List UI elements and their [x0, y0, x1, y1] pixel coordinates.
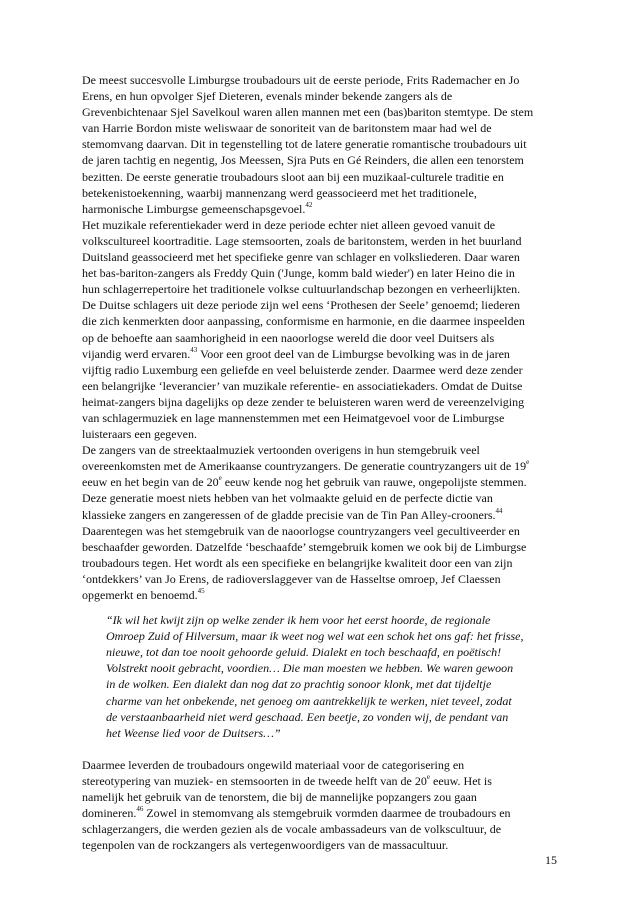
text-run: tegenpolen van de rockzangers als vertegenwoordigers van de massacultuur.: [82, 838, 449, 853]
text-run: troubadours tegen. Het wordt als een specifieke en belangrijke kwaliteit door een van zijn: [82, 555, 513, 570]
text-run: stereotypering van muziek- en stemsoorten in de tweede helft van de 20: [82, 773, 427, 788]
paragraph-line: [82, 523, 560, 539]
paragraph-line: [82, 571, 560, 587]
text-run: Voor een groot deel van de Limburgse bevolking was in de jaren: [197, 346, 510, 361]
paragraph-line: [82, 410, 560, 426]
paragraph-line: [82, 120, 560, 136]
footnote-marker: e: [426, 772, 430, 781]
paragraph-line: [82, 72, 560, 88]
text-run: van schlagermuziek en lage mannenstemmen met een Heimatgevoel voor de Limburgse: [82, 410, 505, 425]
quote-line: Omroep Zuid of Hilversum, maar ik weet nog wel wat een schok het ons gaf: het frisse,: [106, 629, 524, 644]
text-run: domineren.: [82, 806, 137, 821]
footnote-marker: 43: [190, 345, 198, 354]
paragraph: [82, 442, 560, 603]
text-run: Deze generatie moest niets hebben van het volmaakte geluid en de perfecte dictie van: [82, 491, 493, 506]
text-run: Het muzikale referentiekader werd in deze periode echter niet alleen gevoed vanuit de: [82, 217, 496, 232]
text-run: De Duitse schlagers uit deze periode zijn wel eens ‘Prothesen der Seele’ genoemd; liederen: [82, 298, 520, 313]
paragraph-line: [82, 217, 560, 233]
text-run: Daarentegen was het stemgebruik van de naoorlogse countryzangers veel gecultiveerder en: [82, 523, 520, 538]
text-run: bezitten. De eerste generatie troubadours sloot aan bij een muzikaal-culturele traditie en: [82, 169, 504, 184]
paragraph-line: [82, 394, 560, 410]
text-run: opgemerkt en benoemd.: [82, 588, 198, 602]
paragraph-line: [82, 346, 560, 362]
paragraph-line: [82, 265, 560, 281]
text-run: stemomvang daarvan. Dit in tegenstelling tot de latere generatie romantische troubadours uit: [82, 137, 527, 152]
text-run: het bas-bariton-zangers als Freddy Quin ('Junge, komm bald wieder') en later Heino die in: [82, 266, 515, 281]
closing-line: [82, 837, 560, 853]
text-run: De meest succesvolle Limburgse troubadours uit de eerste periode, Frits Rademacher en Jo: [82, 73, 520, 87]
quote-line: nieuwe, tot dan toe nooit gehoorde geluid. Dialekt en toch beschaafd, en poëtisch!: [106, 645, 502, 660]
block-quote: [106, 612, 558, 741]
paragraph: [82, 217, 560, 442]
paragraph-line: [82, 442, 560, 458]
footnote-marker: e: [218, 474, 222, 483]
text-run: eeuw. Het is: [430, 773, 492, 788]
text-run: van Harrie Bordon miste weliswaar de sonoriteit van de baritonstem maar had wel de: [82, 121, 492, 136]
text-run: betekenistoekenning, waarbij mannenzang werd geassocieerd met het traditionele,: [82, 185, 477, 200]
body-paragraphs: [82, 72, 560, 603]
closing-line: [82, 757, 560, 773]
paragraph-line: [82, 587, 560, 603]
quote-line: de verstaanbaarheid niet werd geschaad. Een beetje, zo vonden wij, de pendant van: [106, 709, 509, 724]
paragraph-line: [82, 104, 560, 120]
paragraph-line: [82, 458, 560, 474]
paragraph-line: [82, 490, 560, 506]
text-run: heimat-zangers bijna dagelijks op deze zender te beluisteren waren werd de vereenzelviging: [82, 394, 525, 409]
paragraph-line: [82, 474, 560, 490]
closing-line: [82, 805, 560, 821]
text-run: Daarmee leverden de troubadours ongewild materiaal voor de categorisering en: [82, 757, 465, 772]
paragraph-line: [82, 313, 560, 329]
text-run: vijandig werd ervaren.: [82, 346, 191, 361]
paragraph-line: [82, 152, 560, 168]
paragraph-line: [82, 507, 560, 523]
text-run: overeenkomsten met de Amerikaanse countryzangers. De generatie countryzangers uit de 19: [82, 459, 527, 474]
text-run: eeuw kende nog het gebruik van rauwe, ongepolijste stemmen.: [221, 475, 527, 490]
paragraph-line: [82, 297, 560, 313]
text-run: namelijk het gebruik van de tenorstem, die bij de mannelijke popzangers zou gaan: [82, 790, 477, 805]
paragraph-line: [82, 555, 560, 571]
text-run: die zich kenmerkten door aanpassing, conformisme en harmonie, en die daarmee inspeelden: [82, 314, 525, 329]
text-run: klassieke zangers en zangeressen of de gladde precisie van de Tin Pan Alley-crooners.: [82, 507, 496, 522]
footnote-marker: 44: [495, 506, 503, 515]
text-run: vijftig radio Luxemburg een geliefde en veel beluisterde zender. Daarmee werd deze zender: [82, 362, 523, 377]
paragraph-line: [82, 185, 560, 201]
paragraph-line: [82, 88, 560, 104]
paragraph-line: [82, 426, 560, 442]
paragraph-line: [82, 378, 560, 394]
text-run: Zowel in stemomvang als stemgebruik vormden daarmee de troubadours en: [143, 806, 511, 821]
closing-paragraph: [82, 757, 560, 854]
quote-line: in de wolken. Een dialekt dan nog dat zo prachtig sonoor klonk, met dat tijdeltje: [106, 677, 492, 692]
text-run: Erens, en hun opvolger Sjef Dieteren, evenals minder bekende zangers als de: [82, 89, 453, 104]
text-run: een belangrijke ‘leverancier’ van muzikale referentie- en associatiekaders. Omdat de Duitse: [82, 378, 523, 393]
text-run: hun schlagerrepertoire het traditionele volkse cultuurlandschap bezongen en verheerlijkten.: [82, 282, 521, 297]
page-number: 15: [545, 853, 557, 867]
text-run: harmonische Limburgse gemeenschapsgevoel.: [82, 201, 306, 216]
quote-line: “Ik wil het kwijt zijn op welke zender ik hem voor het eerst hoorde, de regionale: [106, 613, 491, 628]
paragraph: [82, 72, 560, 217]
closing-line: [82, 821, 560, 837]
footnote-marker: 46: [136, 805, 144, 814]
text-run: De zangers van de streektaalmuziek vertoonden overigens in hun stemgebruik veel: [82, 443, 480, 458]
paragraph-line: [82, 281, 560, 297]
paragraph: [82, 757, 560, 854]
text-run: Duitsland geassocieerd met het specifieke genre van schlager en volksliederen. Daar waren: [82, 250, 520, 265]
quote-line: charme van het onbekende, net genoeg om aantrekkelijk te werken, niet teveel, zodat: [106, 693, 512, 708]
footnote-marker: e: [526, 458, 530, 467]
text-run: beschaafder geworden. Datzelfde ‘beschaafde’ stemgebruik komen we ook bij de Limburgse: [82, 539, 527, 554]
paragraph-line: [82, 169, 560, 185]
quote-line: Volstrekt nooit gebracht, voordien… Die man moesten we hebben. We waren gewoon: [106, 661, 514, 676]
footnote-marker: 45: [197, 587, 205, 595]
paragraph-line: [82, 539, 560, 555]
paragraph-line: [82, 249, 560, 265]
text-run: eeuw en het begin van de 20: [82, 475, 219, 490]
closing-line: [82, 773, 560, 789]
paragraph-line: [82, 201, 560, 217]
text-run: Grevenbichtenaar Sjel Savelkoul waren allen mannen met een (bas)bariton stemtype. De stem: [82, 105, 534, 120]
text-run: schlagerzangers, die werden gezien als de vocale ambassadeurs van de volkscultuur, de: [82, 822, 502, 837]
text-run: op de behoefte aan saamhorigheid in een naoorlogse wereld die door veel Duitsers als: [82, 330, 495, 345]
paragraph-line: [82, 136, 560, 152]
footnote-marker: 42: [305, 200, 313, 209]
text-run: ‘ontdekkers’ van Jo Erens, de radioverslaggever van de Hasseltse omroep, Jef Claessen: [82, 571, 501, 586]
page-body: [82, 72, 560, 853]
closing-line: [82, 789, 560, 805]
text-run: volkscultureel koortraditie. Lage stemsoorten, zoals de baritonstem, werden in het buurland: [82, 233, 522, 248]
quote-line: het Weense lied voor de Duitsers…”: [106, 725, 281, 740]
paragraph-line: [82, 362, 560, 378]
text-run: luisteraars een gegeven.: [82, 427, 197, 442]
paragraph-line: [82, 330, 560, 346]
text-run: de jaren tachtig en negentig, Jos Meessen, Sjra Puts en Gé Reinders, die allen een tenorstem: [82, 153, 524, 168]
paragraph-line: [82, 233, 560, 249]
